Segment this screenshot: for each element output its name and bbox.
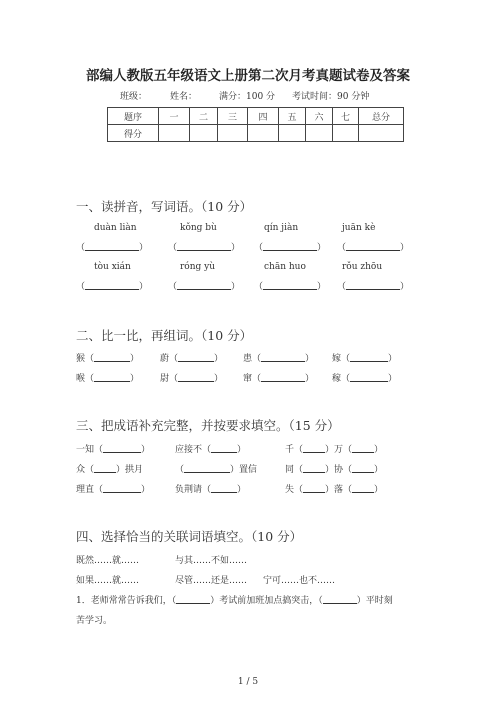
score-header-cell: 二	[190, 108, 218, 125]
pinyin-3: qín jiàn	[264, 223, 299, 233]
compare-item[interactable]: 尉（ ）	[160, 374, 224, 384]
score-header-cell: 四	[248, 108, 279, 125]
idiom-item[interactable]: 失（ ）落（ ）	[285, 485, 384, 495]
score-cell[interactable]	[248, 125, 279, 142]
section-2-heading: 二、比一比，再组词。（10 分）	[76, 328, 253, 343]
document-title: 部编人教版五年级语文上册第二次月考真题试卷及答案	[86, 68, 410, 84]
page-number: 1 / 5	[237, 677, 259, 687]
conjunction-option: 宁可……也不……	[263, 576, 336, 586]
score-cell[interactable]	[306, 125, 333, 142]
answer-blank[interactable]: （ ）	[76, 282, 149, 292]
pinyin-7: chān huo	[264, 262, 306, 272]
idiom-item[interactable]: 一知（ ）	[76, 445, 151, 455]
compare-item[interactable]: 嫁（ ）	[332, 354, 398, 364]
compare-item[interactable]: 蔚（ ）	[160, 354, 224, 364]
section-1-heading: 一、读拼音，写词语。（10 分）	[76, 199, 253, 214]
idiom-item[interactable]: 千（ ）万（ ）	[285, 445, 384, 455]
score-header-cell: 一	[159, 108, 190, 125]
pinyin-8: rǒu zhōu	[342, 262, 383, 272]
answer-blank[interactable]: （ ）	[168, 282, 241, 292]
compare-item[interactable]: 窜（ ）	[243, 374, 315, 384]
compare-item[interactable]: 患（ ）	[243, 354, 315, 364]
score-header-cell: 总分	[359, 108, 404, 125]
score-header-cell: 六	[306, 108, 333, 125]
idiom-item[interactable]: 众（ ）拱月	[76, 465, 144, 475]
conjunction-option: 既然……就……	[76, 556, 140, 566]
answer-blank[interactable]: （ ）	[254, 282, 327, 292]
compare-item[interactable]: 稼（ ）	[332, 374, 398, 384]
full-score-label: 满分：100 分	[219, 92, 276, 102]
score-row-label: 得分	[108, 125, 159, 142]
section-3-heading: 三、把成语补充完整，并按要求填空。（15 分）	[76, 418, 340, 433]
answer-blank[interactable]: （ ）	[337, 243, 410, 253]
compare-item[interactable]: 猴（ ）	[76, 354, 140, 364]
score-cell[interactable]	[190, 125, 218, 142]
score-header-cell: 五	[279, 108, 306, 125]
pinyin-2: kǒng bù	[180, 223, 217, 233]
question-1-line-1[interactable]: 1．老师常常告诉我们，（ ）考试前加班加点搞突击，（ ）平时刻	[76, 596, 393, 606]
conjunction-option: 如果……就……	[76, 576, 140, 586]
answer-blank[interactable]: （ ）	[337, 282, 410, 292]
exam-time-label: 考试时间：90 分钟	[292, 92, 370, 102]
idiom-item[interactable]: 理直（ ）	[76, 485, 151, 495]
idiom-item[interactable]: （ ）置信	[175, 465, 258, 475]
compare-item[interactable]: 喉（ ）	[76, 374, 140, 384]
answer-blank[interactable]: （ ）	[76, 243, 149, 253]
score-header-cell: 七	[333, 108, 359, 125]
score-cell[interactable]	[333, 125, 359, 142]
name-label: 姓名：	[170, 92, 198, 102]
idiom-item[interactable]: 应接不（ ）	[175, 445, 247, 455]
class-label: 班级：	[120, 92, 148, 102]
score-table-header-row	[108, 108, 404, 125]
score-header-cell: 三	[218, 108, 248, 125]
question-1-line-2: 苦学习。	[76, 616, 113, 626]
section-4-heading: 四、选择恰当的关联词语填空。（10 分）	[76, 529, 303, 544]
score-cell[interactable]	[159, 125, 190, 142]
conjunction-option: 与其……不如……	[175, 556, 248, 566]
score-header-cell: 题序	[108, 108, 159, 125]
idiom-item[interactable]: 负荆请（ ）	[175, 485, 247, 495]
pinyin-4: juān kè	[342, 223, 376, 233]
pinyin-5: tòu xián	[94, 262, 131, 272]
score-table-score-row	[108, 125, 404, 142]
idiom-item[interactable]: 同（ ）协（ ）	[285, 465, 384, 475]
score-cell[interactable]	[279, 125, 306, 142]
score-cell[interactable]	[218, 125, 248, 142]
score-cell[interactable]	[359, 125, 404, 142]
answer-blank[interactable]: （ ）	[168, 243, 241, 253]
conjunction-option: 尽管……还是……	[175, 576, 248, 586]
score-table	[107, 107, 404, 142]
answer-blank[interactable]: （ ）	[254, 243, 327, 253]
pinyin-6: róng yù	[180, 262, 216, 272]
pinyin-1: duàn liàn	[94, 223, 137, 233]
